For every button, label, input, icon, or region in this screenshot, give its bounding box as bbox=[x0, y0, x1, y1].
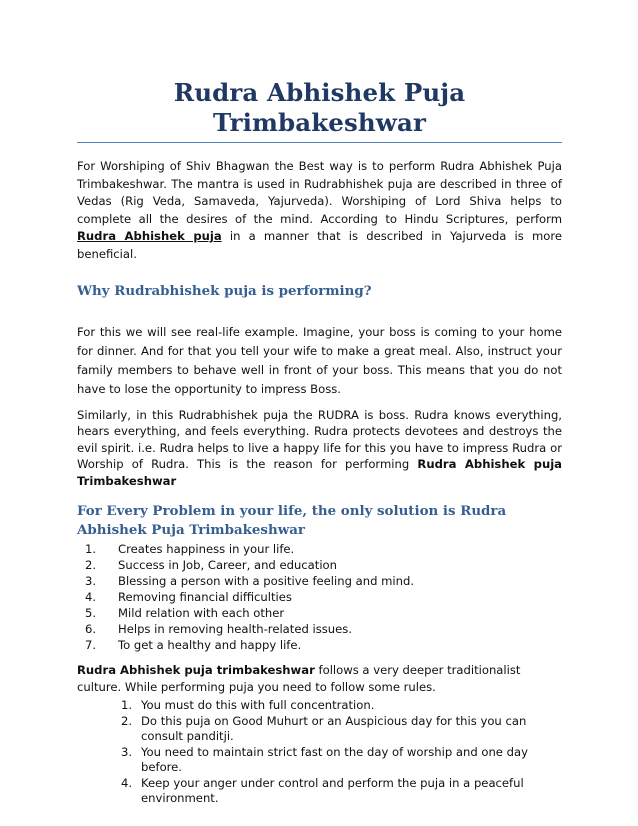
list-item-text: Do this puja on Good Muhurt or an Auspicious day for this you can consult panditji. bbox=[141, 713, 527, 744]
list-item-number: 4. bbox=[85, 590, 97, 605]
list-item bbox=[85, 589, 562, 605]
list-item bbox=[85, 621, 562, 637]
list-item-number: 4. bbox=[121, 775, 133, 790]
intro-text: For Worshiping of Shiv Bhagwan the Best way is to perform Rudra Abhishek Puja Trimbakeshwar. The mantra is used in Rudrabhishek puja are described in three of Vedas (Rig Veda, Samaveda, Yajurveda). Worshiping of Lord Shiva helps to complete all the desires of the mind. According to Hindu Scriptures, perform bbox=[77, 159, 562, 226]
page-title: Rudra Abhishek Puja Trimbakeshwar bbox=[77, 78, 562, 143]
list-item bbox=[121, 698, 551, 714]
rules-intro-bold-text: Rudra Abhishek puja trimbakeshwar bbox=[77, 663, 315, 678]
list-item-text: Helps in removing health-related issues. bbox=[118, 622, 353, 637]
list-item-text: To get a healthy and happy life. bbox=[118, 638, 302, 653]
similarly-text: Similarly, in this Rudrabhishek puja the RUDRA is boss. Rudra knows everything, hears everything, and feels everything. Rudra protects devotees and destroys the evil spirit. i.e. Rudra helps to live a happy life for this you have to impress Rudra or Worship of Rudra. This is the reason for performing bbox=[77, 407, 562, 472]
list-item bbox=[85, 637, 562, 653]
list-item-text: Success in Job, Career, and education bbox=[118, 558, 337, 573]
similarly-bold-text: Rudra Abhishek puja Trimbakeshwar bbox=[77, 457, 563, 488]
list-item bbox=[85, 573, 562, 589]
list-item bbox=[121, 745, 551, 776]
list-item-text: Keep your anger under control and perform the puja in a peaceful environment. bbox=[141, 775, 524, 806]
list-item-number: 3. bbox=[85, 574, 97, 589]
intro-text-end: in a manner that is described in Yajurveda is more beneficial. bbox=[77, 229, 562, 261]
list-item bbox=[85, 541, 562, 557]
list-item-number: 7. bbox=[85, 638, 97, 653]
list-item bbox=[85, 557, 562, 573]
list-item bbox=[121, 776, 551, 807]
section-heading-why: Why Rudrabhishek puja is performing? bbox=[77, 282, 372, 299]
example-paragraph: For this we will see real-life example. Imagine, your boss is coming to your home for dinner. And for that you tell your wife to make a great meal. Also, instruct your family members to behave well in front of your boss. This means that you do not have to lose the opportunity to impress Boss. bbox=[77, 324, 562, 396]
rudra-abhishek-puja-link[interactable]: Rudra Abhishek puja bbox=[77, 229, 222, 244]
list-item-number: 6. bbox=[85, 622, 97, 637]
list-item-text: You must do this with full concentration. bbox=[141, 698, 375, 713]
rules-intro-paragraph bbox=[77, 662, 562, 695]
list-item-text: Removing financial difficulties bbox=[118, 590, 292, 605]
benefits-list bbox=[85, 541, 562, 653]
list-item-text: Blessing a person with a positive feeling and mind. bbox=[118, 574, 415, 589]
rules-intro-text: follows a very deeper traditionalist culture. While performing puja you need to follow some rules. bbox=[77, 663, 521, 694]
list-item bbox=[121, 714, 551, 745]
list-item-number: 1. bbox=[85, 542, 97, 557]
section-heading-problem: For Every Problem in your life, the only solution is Rudra Abhishek Puja Trimbakeshwar bbox=[77, 503, 507, 539]
intro-paragraph bbox=[77, 158, 562, 264]
list-item-text: Creates happiness in your life. bbox=[118, 542, 295, 557]
list-item bbox=[85, 605, 562, 621]
list-item-number: 3. bbox=[121, 744, 133, 759]
list-item-number: 2. bbox=[85, 558, 97, 573]
rules-list bbox=[121, 698, 551, 807]
list-item-text: You need to maintain strict fast on the day of worship and one day before. bbox=[141, 744, 528, 775]
list-item-number: 1. bbox=[121, 698, 133, 713]
document-content bbox=[77, 78, 562, 807]
list-item-number: 2. bbox=[121, 713, 133, 728]
similarly-paragraph bbox=[77, 407, 562, 490]
list-item-number: 5. bbox=[85, 606, 97, 621]
list-item-text: Mild relation with each other bbox=[118, 606, 285, 621]
